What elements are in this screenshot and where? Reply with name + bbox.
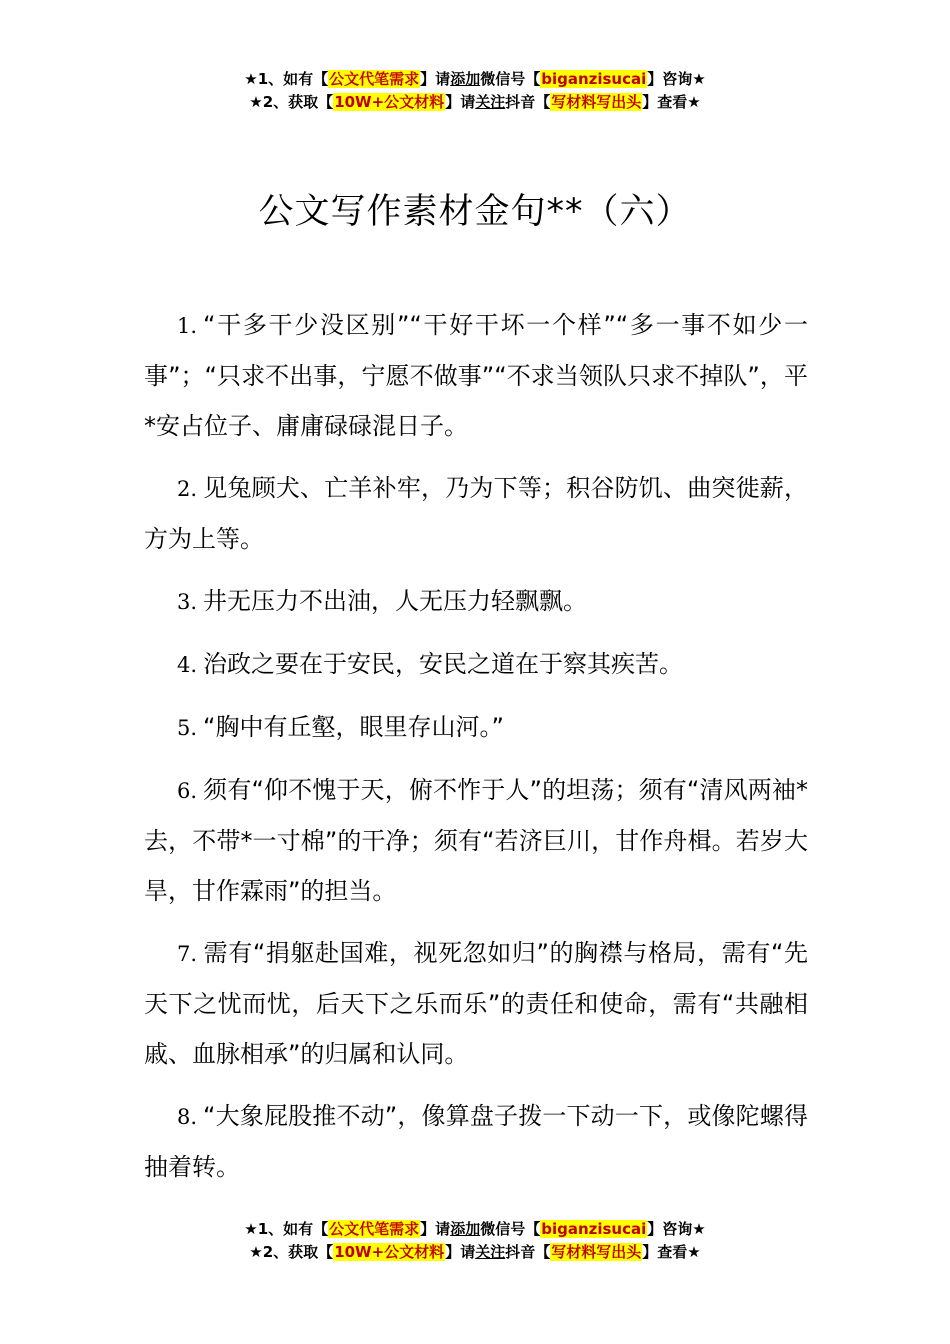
banner-text: ★1、如有【 (244, 70, 329, 88)
banner-text: 抖音【 (505, 93, 551, 111)
banner-text: ★1、如有【 (244, 1220, 329, 1238)
item-text: 治政之要在于安民，安民之道在于察其疾苦。 (203, 650, 684, 678)
banner-underlined: 关注 (475, 93, 506, 111)
item-text: “大象屁股推不动”，像算盘子拨一下动一下，或像陀螺得抽着转。 (144, 1102, 808, 1181)
item-number: 1. (177, 314, 198, 338)
banner-underlined: 关注 (475, 1243, 506, 1261)
banner-text: 】查看★ (642, 93, 701, 111)
banner-text: 】请 (420, 70, 451, 88)
item-number: 5. (177, 716, 198, 740)
banner-highlight: 写材料写出头 (551, 1243, 642, 1261)
item-text: “干多干少没区别”“干好干坏一个样”“多一事不如少一事”；“只求不出事，宁愿不做事”“不求当领队只求不掉队”，平*安占位子、庸庸碌碌混日子。 (144, 311, 808, 440)
list-item (144, 765, 808, 916)
item-number: 8. (177, 1105, 198, 1129)
item-text: 须有“仰不愧于天，俯不怍于人”的坦荡；须有“清风两袖*去，不带*一寸棉”的干净；须有“若济巨川，甘作舟楫。若岁大旱，甘作霖雨”的担当。 (144, 776, 808, 905)
banner-underlined: 添加 (450, 70, 481, 88)
banner-text: 微信号【 (480, 70, 541, 88)
banner-highlight: 10W+公文材料 (334, 1243, 445, 1261)
banner-text: ★2、获取【 (249, 1243, 334, 1261)
item-number: 6. (177, 779, 198, 803)
banner-line-2 (0, 1241, 950, 1264)
banner-underlined: 添加 (450, 1220, 481, 1238)
item-number: 7. (177, 942, 198, 966)
banner-highlight: 公文代笔需求 (329, 1220, 420, 1238)
banner-text: ★2、获取【 (249, 93, 334, 111)
item-text: “胸中有丘壑，眼里存山河。” (203, 713, 504, 741)
banner-line-1 (0, 68, 950, 91)
banner-highlight: 公文代笔需求 (329, 70, 420, 88)
list-item (144, 702, 808, 753)
item-number: 2. (177, 477, 198, 501)
banner-text: 】咨询★ (647, 70, 706, 88)
banner-text: 】请 (445, 93, 476, 111)
page-title: 公文写作素材金句**（六） (258, 192, 692, 232)
item-number: 3. (177, 590, 198, 614)
banner-text: 】请 (445, 1243, 476, 1261)
item-text: 需有“捐躯赴国难，视死忽如归”的胸襟与格局，需有“先天下之忧而忧，后天下之乐而乐”的责任和使命，需有“共融相戚、血脉相承”的归属和认同。 (144, 939, 808, 1068)
item-number: 4. (177, 653, 198, 677)
list-item (144, 639, 808, 690)
banner-text: 微信号【 (480, 1220, 541, 1238)
banner-text: 】咨询★ (647, 1220, 706, 1238)
banner-text: 抖音【 (505, 1243, 551, 1261)
banner-line-1 (0, 1218, 950, 1241)
banner-line-2 (0, 91, 950, 114)
list-item (144, 576, 808, 627)
header-banner (0, 68, 950, 114)
document-body (144, 300, 808, 1204)
banner-highlight: 10W+公文材料 (334, 93, 445, 111)
footer-banner (0, 1218, 950, 1264)
banner-highlight: biganzisucai (541, 1220, 647, 1238)
banner-text: 】请 (420, 1220, 451, 1238)
list-item (144, 928, 808, 1079)
list-item (144, 463, 808, 564)
item-text: 井无压力不出油，人无压力轻飘飘。 (203, 587, 588, 615)
banner-highlight: biganzisucai (541, 70, 647, 88)
banner-highlight: 写材料写出头 (551, 93, 642, 111)
list-item (144, 1091, 808, 1192)
item-text: 见兔顾犬、亡羊补牢，乃为下等；积谷防饥、曲突徙薪，方为上等。 (144, 474, 808, 553)
banner-text: 】查看★ (642, 1243, 701, 1261)
list-item (144, 300, 808, 451)
